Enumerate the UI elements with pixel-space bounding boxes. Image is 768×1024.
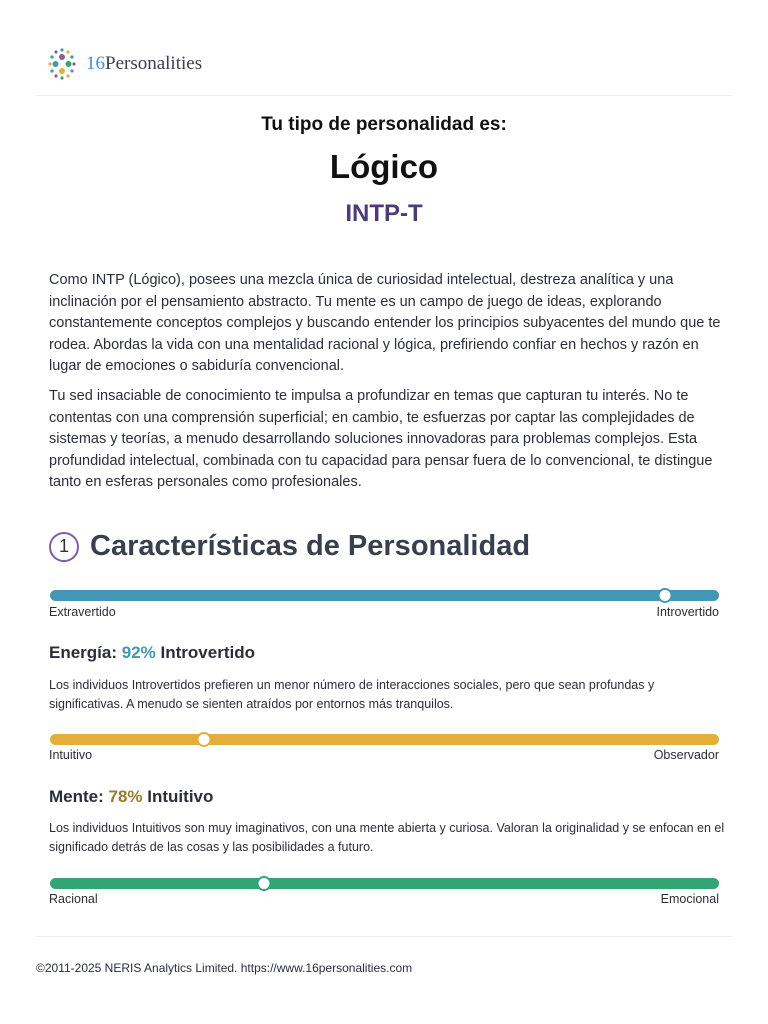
brand-name: 16Personalities xyxy=(86,53,203,74)
page-header xyxy=(36,0,732,96)
mind-right-pole: Observador xyxy=(653,748,719,762)
trait-result: Intuitivo xyxy=(147,787,214,806)
section-title: Características de Personalidad xyxy=(90,530,531,562)
mind-left-pole: Intuitivo xyxy=(49,748,93,762)
trait-label: Energía: xyxy=(49,643,118,662)
nature-trait-marker xyxy=(257,876,272,891)
personality-type-code: INTP-T xyxy=(345,200,423,227)
description-paragraph: Como INTP (Lógico), posees una mezcla única de curiosidad intelectual, destreza analítica y una inclinación por el pensamiento abstracto. Tu mente es un campo de juego de ideas, explorando constantemente conceptos complejos y buscando entender los principios subyacentes del mundo que te rodea. Abordas la vida con una mentalidad racional y lógica, prefiriendo confiar en hechos y razón en lugar de emociones o sabiduría convencional. xyxy=(49,272,721,374)
personality-type-name: Lógico xyxy=(329,148,439,185)
footer-divider xyxy=(36,936,732,937)
result-intro-label: Tu tipo de personalidad es: xyxy=(261,114,507,135)
energy-trait-heading xyxy=(49,643,255,663)
trait-percent: 78% xyxy=(108,787,143,806)
mind-trait-marker xyxy=(196,732,211,747)
mind-trait-bar xyxy=(50,734,719,745)
energy-right-pole: Introvertido xyxy=(656,605,719,619)
mind-trait-description: Los individuos Intuitivos son muy imaginativos, con una mente abierta y curiosa. Valoran la originalidad y se enfocan en el significado detrás de las cosas y las posibilidades a futuro. xyxy=(49,821,725,854)
energy-left-pole: Extravertido xyxy=(49,605,116,619)
nature-left-pole: Racional xyxy=(49,892,98,906)
nature-trait-bar xyxy=(50,878,719,889)
mind-trait-heading xyxy=(49,787,213,807)
nature-right-pole: Emocional xyxy=(660,892,719,906)
section-heading xyxy=(49,530,530,563)
trait-percent: 92% xyxy=(121,643,156,662)
trait-result: Introvertido xyxy=(160,643,255,662)
footer-copyright[interactable]: ©2011-2025 NERIS Analytics Limited. https://www.16personalities.com xyxy=(36,961,413,975)
energy-trait-bar xyxy=(50,590,719,601)
energy-trait-marker xyxy=(658,588,673,603)
logo-dots-icon xyxy=(44,46,80,82)
trait-label: Mente: xyxy=(49,787,104,806)
energy-trait-description: Los individuos Introvertidos prefieren un menor número de interacciones sociales, pero que sean profundas y significativas. A menudo se sienten atraídos por entornos más tranquilos. xyxy=(49,678,655,711)
section-number-badge: 1 xyxy=(49,532,79,562)
brand-logo[interactable] xyxy=(44,46,202,82)
description-paragraph: Tu sed insaciable de conocimiento te impulsa a profundizar en temas que capturan tu interés. No te contentas con una comprensión superficial; en cambio, te esfuerzas por captar las complejidades de sistemas y teorías, a menudo desarrollando soluciones innovadoras para problemas complejos. Esta profundidad intelectual, combinada con tu capacidad para pensar fuera de lo convencional, te distingue tanto en esferas personales como profesionales. xyxy=(49,388,713,490)
